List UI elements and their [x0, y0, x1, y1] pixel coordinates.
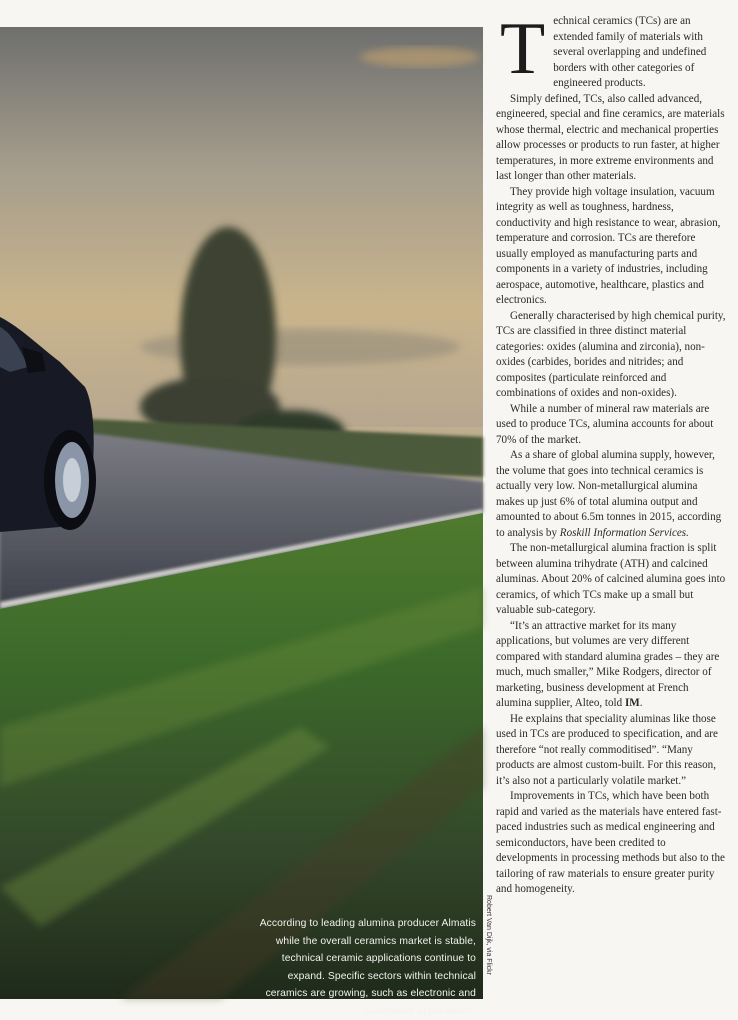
article-paragraph-5: While a number of mineral raw materials are used to produce TCs, alumina accounts for about 70% of the market.: [496, 402, 714, 446]
paragraph-end: .: [639, 697, 643, 709]
paragraph-text: echnical ceramics (TCs) are an extended family of materials with several overlapping and undefined borders with other categories of engineered products.: [553, 15, 707, 89]
article-paragraph-4: Generally characterised by high chemical purity, TCs are classified in three distinct material categories: oxides (alumina and zirconia), non-oxides (carbides, borides and nitrides; and composites (particulate reinforced and combinations of oxides and non-oxides).: [496, 309, 726, 399]
photo-credit: [483, 895, 493, 1005]
photo-caption: According to leading alumina producer Almatis while the overall ceramics market is stable, technical ceramic applications continue to expand. Specific sectors within technical ceramics are growing, such as electronic and automotive applications.: [259, 918, 476, 1017]
photo-illustration: [0, 27, 483, 999]
paragraph-text: “It’s an attractive market for its many applications, but volumes are very different compared with standard alumina grades – they are much, much smaller,” Mike Rodgers, director of marketing, business development at French alumina supplier, Alteo, told: [496, 619, 720, 709]
article-paragraph-2: Simply defined, TCs, also called advanced, engineered, special and fine ceramics, are materials whose thermal, electric and mechanical properties allow processes or products to run faster, at higher temperatures, in more extreme environments and last longer than other materials.: [496, 92, 725, 182]
publication-name: IM: [624, 697, 640, 709]
article-paragraph-10: Improvements in TCs, which have been both rapid and varied as the materials have entered fast-paced industries such as medical engineering and semiconductors, have been credited to developments in processing methods but also to the tailoring of raw materials to ensure greater purity and homogeneity.: [496, 790, 725, 895]
article-paragraph-1: [496, 8, 726, 92]
photo-credit-text: Robert Van Dijk, via Flickr: [485, 895, 492, 976]
article-paragraph-9: He explains that speciality aluminas like those used in TCs are produced to specification, and are therefore “not really commoditised”. “Many products are almost custom-built. For this reason, it’s also not a particularly volatile market.”: [496, 712, 718, 787]
drop-cap: T: [500, 8, 546, 90]
article-paragraph-8: [496, 619, 726, 712]
source-name: Roskill Information Services.: [559, 526, 689, 539]
article-paragraph-6: [496, 448, 726, 541]
car-road-photo: [0, 27, 483, 1017]
article-paragraph-7: The non-metallurgical alumina fraction is split between alumina trihydrate (ATH) and calcined aluminas. About 20% of calcined alumina goes into ceramics, of which TCs make up a small but valuable sub-category.: [496, 542, 726, 616]
paragraph-text: As a share of global alumina supply, however, the volume that goes into technical ceramics is actually very low. Non-metallurgical alumina makes up just 6% of total alumina output and amounted to about 6.5m tonnes in 2015, according to analysis by: [496, 449, 722, 539]
article-body: [496, 8, 726, 898]
article-paragraph-3: They provide high voltage insulation, vacuum integrity as well as toughness, hardness, conductivity and high resistance to wear, abrasion, temperature and corrosion. TCs are therefore usually employed as manufacturing parts and components in a variety of industries, including aerospace, automotive, healthcare, plastics and electronics.: [496, 185, 721, 306]
